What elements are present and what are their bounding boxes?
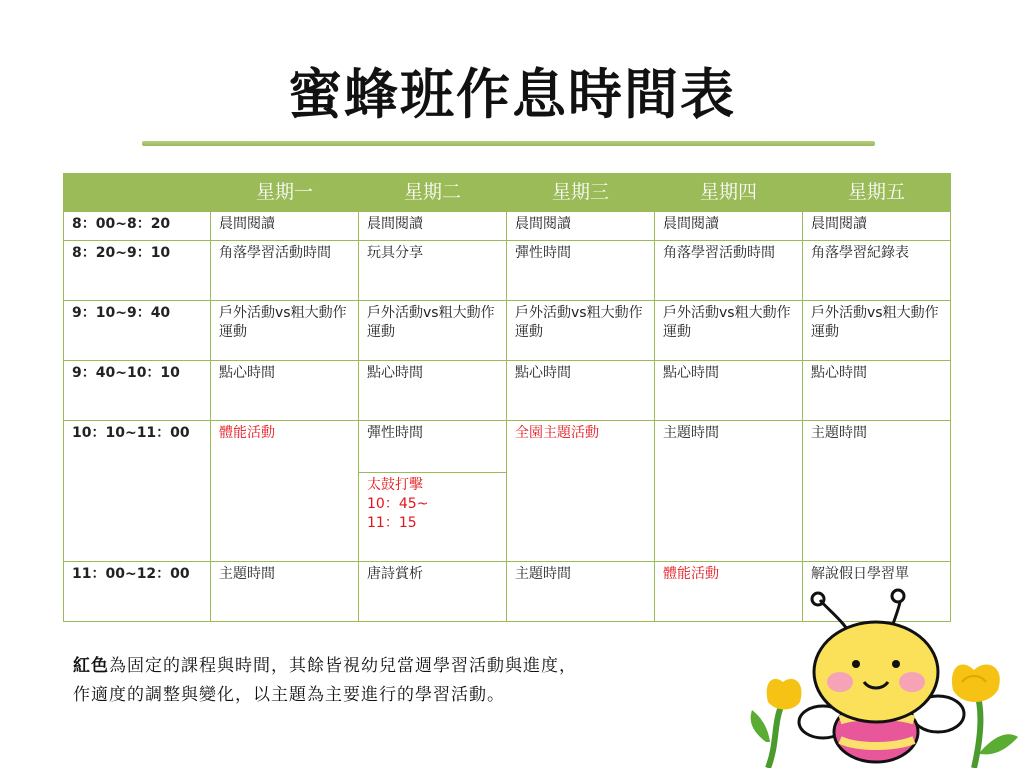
table-cell: 戶外活動vs粗大動作運動 (359, 301, 507, 361)
table-cell: 玩具分享 (359, 241, 507, 301)
table-cell: 唐詩賞析 (359, 562, 507, 622)
legend-note (73, 652, 813, 710)
table-cell: 主題時間 (507, 562, 655, 622)
note-line-1: 為固定的課程與時間，其餘皆視幼兒當週學習活動與進度， (109, 656, 577, 676)
table-row (64, 361, 951, 421)
time-cell: 8：20~9：10 (64, 241, 211, 301)
table-cell: 點心時間 (359, 361, 507, 421)
header-cell-monday: 星期一 (211, 174, 359, 212)
taiko-label: 太鼓打擊 (367, 477, 423, 493)
time-cell: 11：00~12：00 (64, 562, 211, 622)
note-line-2: 作適度的調整與變化，以主題為主要進行的學習活動。 (73, 685, 505, 705)
table-cell: 彈性時間 (359, 421, 507, 473)
table-cell: 點心時間 (803, 361, 951, 421)
table-row (64, 421, 951, 473)
table-row (64, 301, 951, 361)
taiko-time-start: 10：45~ (367, 496, 429, 512)
table-cell: 晨間閱讀 (359, 212, 507, 241)
table-row (64, 241, 951, 301)
header-cell-blank (64, 174, 211, 212)
table-cell: 戶外活動vs粗大動作運動 (211, 301, 359, 361)
taiko-time-end: 11：15 (367, 515, 417, 531)
time-cell: 9：40~10：10 (64, 361, 211, 421)
header-cell-friday: 星期五 (803, 174, 951, 212)
table-cell: 戶外活動vs粗大動作運動 (507, 301, 655, 361)
table-cell: 點心時間 (507, 361, 655, 421)
table-cell: 主題時間 (211, 562, 359, 622)
table-cell: 晨間閱讀 (803, 212, 951, 241)
schedule-table (63, 173, 951, 622)
note-highlight: 紅色 (73, 656, 109, 676)
table-cell: 主題時間 (655, 421, 803, 562)
bee-illustration-icon (748, 582, 1024, 768)
title-underline (142, 141, 875, 146)
time-cell: 10：10~11：00 (64, 421, 211, 562)
table-cell: 晨間閱讀 (507, 212, 655, 241)
time-cell: 8：00~8：20 (64, 212, 211, 241)
table-cell: 主題時間 (803, 421, 951, 562)
table-cell-fixed: 體能活動 (211, 421, 359, 562)
table-cell-fixed: 體能活動 (655, 562, 803, 622)
table-cell: 戶外活動vs粗大動作運動 (803, 301, 951, 361)
table-cell: 晨間閱讀 (655, 212, 803, 241)
table-cell: 晨間閱讀 (211, 212, 359, 241)
table-cell: 角落學習活動時間 (211, 241, 359, 301)
page-title: 蜜蜂班作息時間表 (288, 62, 736, 126)
time-cell: 9：10~9：40 (64, 301, 211, 361)
table-cell: 點心時間 (211, 361, 359, 421)
table-cell: 戶外活動vs粗大動作運動 (655, 301, 803, 361)
table-cell: 角落學習活動時間 (655, 241, 803, 301)
table-cell: 彈性時間 (507, 241, 655, 301)
table-cell-fixed: 全園主題活動 (507, 421, 655, 562)
header-cell-tuesday: 星期二 (359, 174, 507, 212)
header-cell-wednesday: 星期三 (507, 174, 655, 212)
table-cell: 點心時間 (655, 361, 803, 421)
table-cell-fixed-taiko (359, 473, 507, 562)
table-cell: 角落學習紀錄表 (803, 241, 951, 301)
table-row (64, 212, 951, 241)
table-cell: 解說假日學習單 (803, 562, 951, 622)
header-row (64, 174, 951, 212)
header-cell-thursday: 星期四 (655, 174, 803, 212)
